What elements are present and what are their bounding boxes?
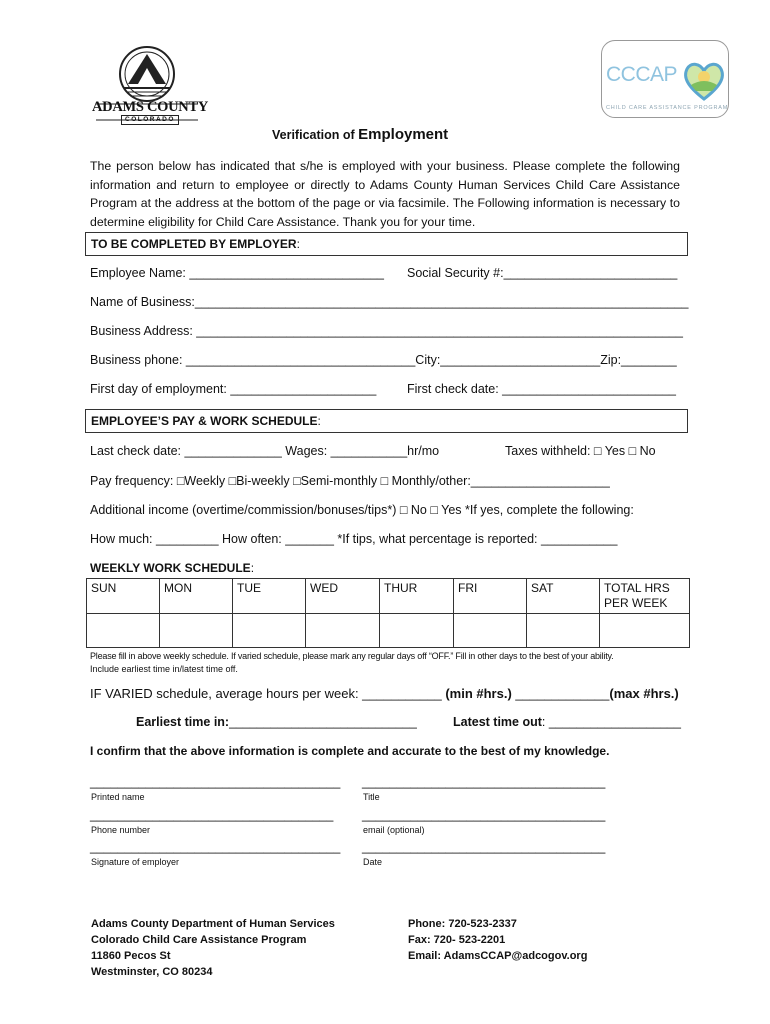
cell-tue[interactable]	[233, 614, 306, 648]
footer-program: Colorado Child Care Assistance Program	[91, 934, 307, 946]
cell-total-hrs[interactable]	[600, 614, 690, 648]
business-address-field[interactable]: Business Address: ______________________________________________________________________	[90, 324, 683, 338]
employee-name-field[interactable]: Employee Name: ____________________________	[90, 266, 385, 280]
signature-label: Signature of employer	[91, 857, 180, 867]
weekly-schedule-title: WEEKLY WORK SCHEDULE:	[90, 561, 255, 575]
footer-fax: Fax: 720- 523-2201	[408, 934, 506, 946]
footer-phone: Phone: 720-523-2337	[408, 918, 517, 930]
printed-name-label: Printed name	[91, 792, 145, 802]
last-check-wages-field[interactable]: Last check date: ______________ Wages: ___________hr/mo	[90, 444, 440, 458]
signature-line[interactable]: ____________________________________	[90, 840, 341, 854]
footer-city: Westminster, CO 80234	[91, 966, 213, 978]
schedule-entry-row	[87, 614, 690, 648]
cell-fri[interactable]	[454, 614, 527, 648]
footer-contact	[408, 916, 587, 964]
cell-wed[interactable]	[306, 614, 380, 648]
pay-frequency-field[interactable]: Pay frequency: □Weekly □Bi-weekly □Semi-monthly □ Monthly/other:____________________	[90, 474, 610, 488]
printed-name-line[interactable]: ____________________________________	[90, 775, 341, 789]
cccap-subtitle: CHILD CARE ASSISTANCE PROGRAM	[606, 105, 729, 111]
first-day-field[interactable]: First day of employment: _____________________	[90, 382, 377, 396]
additional-income-field[interactable]: Additional income (overtime/commission/bonuses/tips*) □ No □ Yes *If yes, complete the following:	[90, 503, 634, 517]
email-label: email (optional)	[363, 825, 425, 835]
date-line[interactable]: ___________________________________	[362, 840, 606, 854]
how-much-field[interactable]: How much: _________ How often: _______ *If tips, what percentage is reported: ___________	[90, 532, 618, 546]
footer-street: 11860 Pecos St	[91, 950, 171, 962]
cell-thur[interactable]	[380, 614, 454, 648]
earliest-time-field[interactable]: Earliest time in:___________________________	[136, 715, 417, 729]
adams-county-wordmark: ADAMS COUNTY	[92, 99, 209, 115]
title-prefix: Verification of	[272, 128, 359, 142]
first-check-field[interactable]: First check date: _________________________	[407, 382, 676, 396]
header-fri: FRI	[454, 579, 527, 614]
schedule-header-row	[87, 579, 690, 614]
cell-mon[interactable]	[160, 614, 233, 648]
header-sat: SAT	[527, 579, 600, 614]
weekly-schedule-table	[86, 578, 690, 648]
pay-section-title: EMPLOYEE’S PAY & WORK SCHEDULE:	[91, 414, 321, 428]
header-total-hrs: TOTAL HRS PER WEEK	[600, 579, 690, 614]
header-sun: SUN	[87, 579, 160, 614]
date-label: Date	[363, 857, 383, 867]
colorado-wordmark: COLORADO	[121, 115, 179, 125]
varied-schedule-line[interactable]: IF VARIED schedule, average hours per week: ___________ (min #hrs.) _____________(max #hrs.)	[90, 686, 679, 701]
header-thur: THUR	[380, 579, 454, 614]
pay-section-header	[85, 409, 688, 433]
cccap-wordmark: CCCAP	[606, 63, 678, 86]
confirmation-statement: I confirm that the above information is complete and accurate to the best of my knowledge.	[90, 744, 610, 758]
footer-dept: Adams County Department of Human Services	[91, 918, 335, 930]
phone-number-line[interactable]: ___________________________________	[90, 808, 334, 822]
business-name-field[interactable]: Name of Business:_______________________________________________________________________	[90, 295, 689, 309]
ssn-field[interactable]: Social Security #:_________________________	[407, 266, 678, 280]
title-line[interactable]: ___________________________________	[362, 775, 606, 789]
title-label: Title	[363, 792, 380, 802]
intro-paragraph: The person below has indicated that s/he is employed with your business. Please complete the following information and return to employee or directly to Adams County Human Services Child Care Assistance Program at the address at the bottom of the page or via facsimile. The Following information is necessary to determine eligibility for Child Care Assistance. Thank you for your time.	[90, 159, 680, 229]
header-mon: MON	[160, 579, 233, 614]
email-line[interactable]: ___________________________________	[362, 808, 606, 822]
employer-section-title: TO BE COMPLETED BY EMPLOYER:	[91, 237, 300, 251]
heart-icon	[682, 59, 726, 101]
footer-email[interactable]: Email: AdamsCCAP@adcogov.org	[408, 950, 588, 962]
schedule-note-1: Please fill in above weekly schedule. If varied schedule, please mark any regular days off “OFF.” Fill in other days to the best of your ability.	[90, 651, 614, 661]
phone-number-label: Phone number	[91, 825, 151, 835]
schedule-note-2: Include earliest time in/latest time off.	[90, 664, 238, 674]
employer-section-header	[85, 232, 688, 256]
cell-sun[interactable]	[87, 614, 160, 648]
latest-time-field[interactable]: Latest time out: ___________________	[453, 715, 681, 729]
adams-county-logo	[88, 44, 209, 126]
cell-sat[interactable]	[527, 614, 600, 648]
footer-address	[91, 916, 335, 980]
title-main: Employment	[358, 126, 449, 143]
business-phone-field[interactable]: Business phone: _________________________________City:_______________________Zip:________	[90, 353, 677, 367]
header-wed: WED	[306, 579, 380, 614]
taxes-withheld-field[interactable]: Taxes withheld: □ Yes □ No	[505, 444, 656, 458]
page-title	[272, 126, 448, 144]
header-tue: TUE	[233, 579, 306, 614]
cccap-logo	[601, 40, 729, 118]
